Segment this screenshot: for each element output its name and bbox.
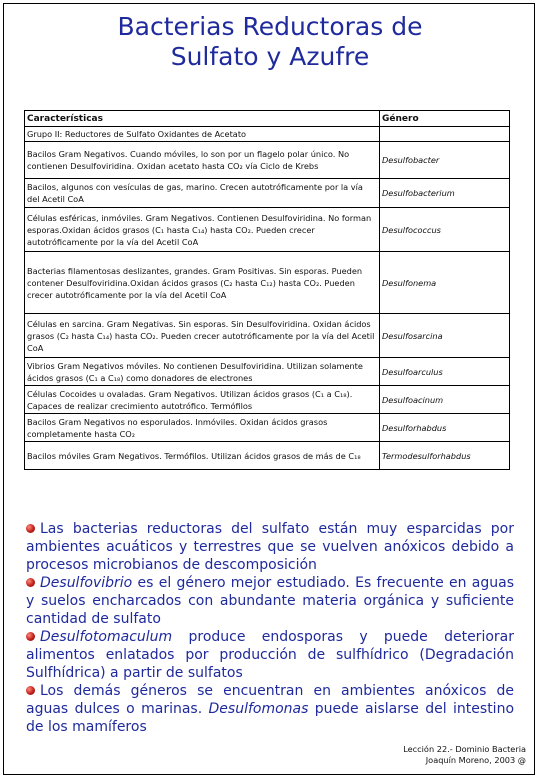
table-row (25, 314, 510, 358)
row-description: Bacilos, algunos con vesículas de gas, marino. Crecen autotróficamente por la vía del Acetil CoA (25, 179, 380, 208)
table-row (25, 179, 510, 208)
bullet-text-tail: puede aislarse del intestino de los mamíferos (26, 701, 515, 735)
row-description: Bacilos móviles Gram Negativos. Termófilos. Utilizan ácidos grasos de más de C₁₈ (25, 442, 380, 470)
row-genus: Desulfoacinum (380, 386, 510, 414)
footer-author: Joaquín Moreno, 2003 @ (425, 755, 526, 765)
bullet-text: es el género mejor estudiado. Es frecuente en aguas y suelos encharcados con abundante materia orgánica y suficiente cantidad de sulfato (26, 575, 514, 627)
bullet-text: produce endosporas y puede deteriorar alimentos enlatados por producción de sulfhídrico (Degradación Sulfhídrica) a partir de sulfatos (26, 629, 514, 681)
bullet-dot-icon (26, 686, 35, 695)
table-row (25, 208, 510, 252)
bullet-text: Las bacterias reductoras del sulfato están muy esparcidas por ambientes acuáticos y terrestres que se vuelven anóxicos debido a procesos microbianos de descomposición (26, 521, 514, 573)
table-row (25, 442, 510, 470)
row-genus: Desulfosarcina (380, 314, 510, 358)
bacteria-table (24, 110, 510, 470)
table-row (25, 358, 510, 386)
row-genus: Desulfobacter (380, 142, 510, 179)
row-genus: Desulforhabdus (380, 414, 510, 442)
header-genus: Género (380, 111, 510, 127)
bullet-text: Los demás géneros se encuentran en ambientes anóxicos de aguas dulces o marinas. (26, 683, 514, 717)
title-line-1: Bacterias Reductoras de (117, 12, 423, 41)
group-label: Grupo II: Reductores de Sulfato Oxidantes de Acetato (25, 127, 380, 142)
slide-title (0, 12, 540, 72)
group-row (25, 127, 510, 142)
row-description: Vibrios Gram Negativos móviles. No contienen Desulfoviridina. Utilizan solamente ácidos grasos (C₁ a C₁₈) como donadores de electrones (25, 358, 380, 386)
table-header-row (25, 111, 510, 127)
bullet-genus: Desulfomonas (208, 701, 309, 717)
row-description: Bacilos Gram Negativos no esporulados. Inmóviles. Oxidan ácidos grasos completamente hasta CO₂ (25, 414, 380, 442)
bullet-list (26, 520, 514, 736)
row-genus: Desulfococcus (380, 208, 510, 252)
row-description: Células Cocoides u ovaladas. Gram Negativos. Utilizan ácidos grasos (C₁ a C₁₈). Capaces de realizar crecimiento autotrófico. Termófilos (25, 386, 380, 414)
bullet-dot-icon (26, 578, 35, 587)
bullet-item (26, 574, 514, 628)
row-genus: Desulfobacterium (380, 179, 510, 208)
table-row (25, 414, 510, 442)
table-row (25, 386, 510, 414)
bullet-genus: Desulfovibrio (40, 575, 133, 591)
bullet-item (26, 628, 514, 682)
bullet-dot-icon (26, 524, 35, 533)
bullet-genus: Desulfotomaculum (40, 629, 173, 645)
bullet-item (26, 682, 514, 736)
row-description: Células esféricas, inmóviles. Gram Negativos. Contienen Desulfoviridina. No forman esporas.Oxidan ácidos grasos (C₁ hasta C₁₄) hasta CO₂. Pueden crecer autotróficamente por la vía del Acetil CoA (25, 208, 380, 252)
table-row (25, 252, 510, 314)
row-genus: Termodesulforhabdus (380, 442, 510, 470)
footer-lecture: Lección 22.- Dominio Bacteria (403, 744, 526, 754)
title-line-2: Sulfato y Azufre (170, 42, 370, 71)
table-row (25, 142, 510, 179)
group-empty-cell (380, 127, 510, 142)
header-characteristics: Características (25, 111, 380, 127)
bullet-item (26, 520, 514, 574)
row-description: Bacilos Gram Negativos. Cuando móviles, lo son por un flagelo polar único. No contienen Desulfoviridina. Oxidan acetato hasta CO₂ vía Ciclo de Krebs (25, 142, 380, 179)
row-genus: Desulfonema (380, 252, 510, 314)
bullet-dot-icon (26, 632, 35, 641)
footer (403, 744, 526, 766)
row-genus: Desulfoarculus (380, 358, 510, 386)
row-description: Células en sarcina. Gram Negativas. Sin esporas. Sin Desulfoviridina. Oxidan ácidos grasos (C₂ hasta C₁₄) hasta CO₂. Pueden crecer autotróficamente por la vía del Acetil CoA (25, 314, 380, 358)
row-description: Bacterias filamentosas deslizantes, grandes. Gram Positivas. Sin esporas. Pueden contener Desulfoviridina.Oxidan ácidos grasos (C₂ hasta C₁₂) hasta CO₂. Pueden crecer autotróficamente por la vía del Acetil CoA (25, 252, 380, 314)
